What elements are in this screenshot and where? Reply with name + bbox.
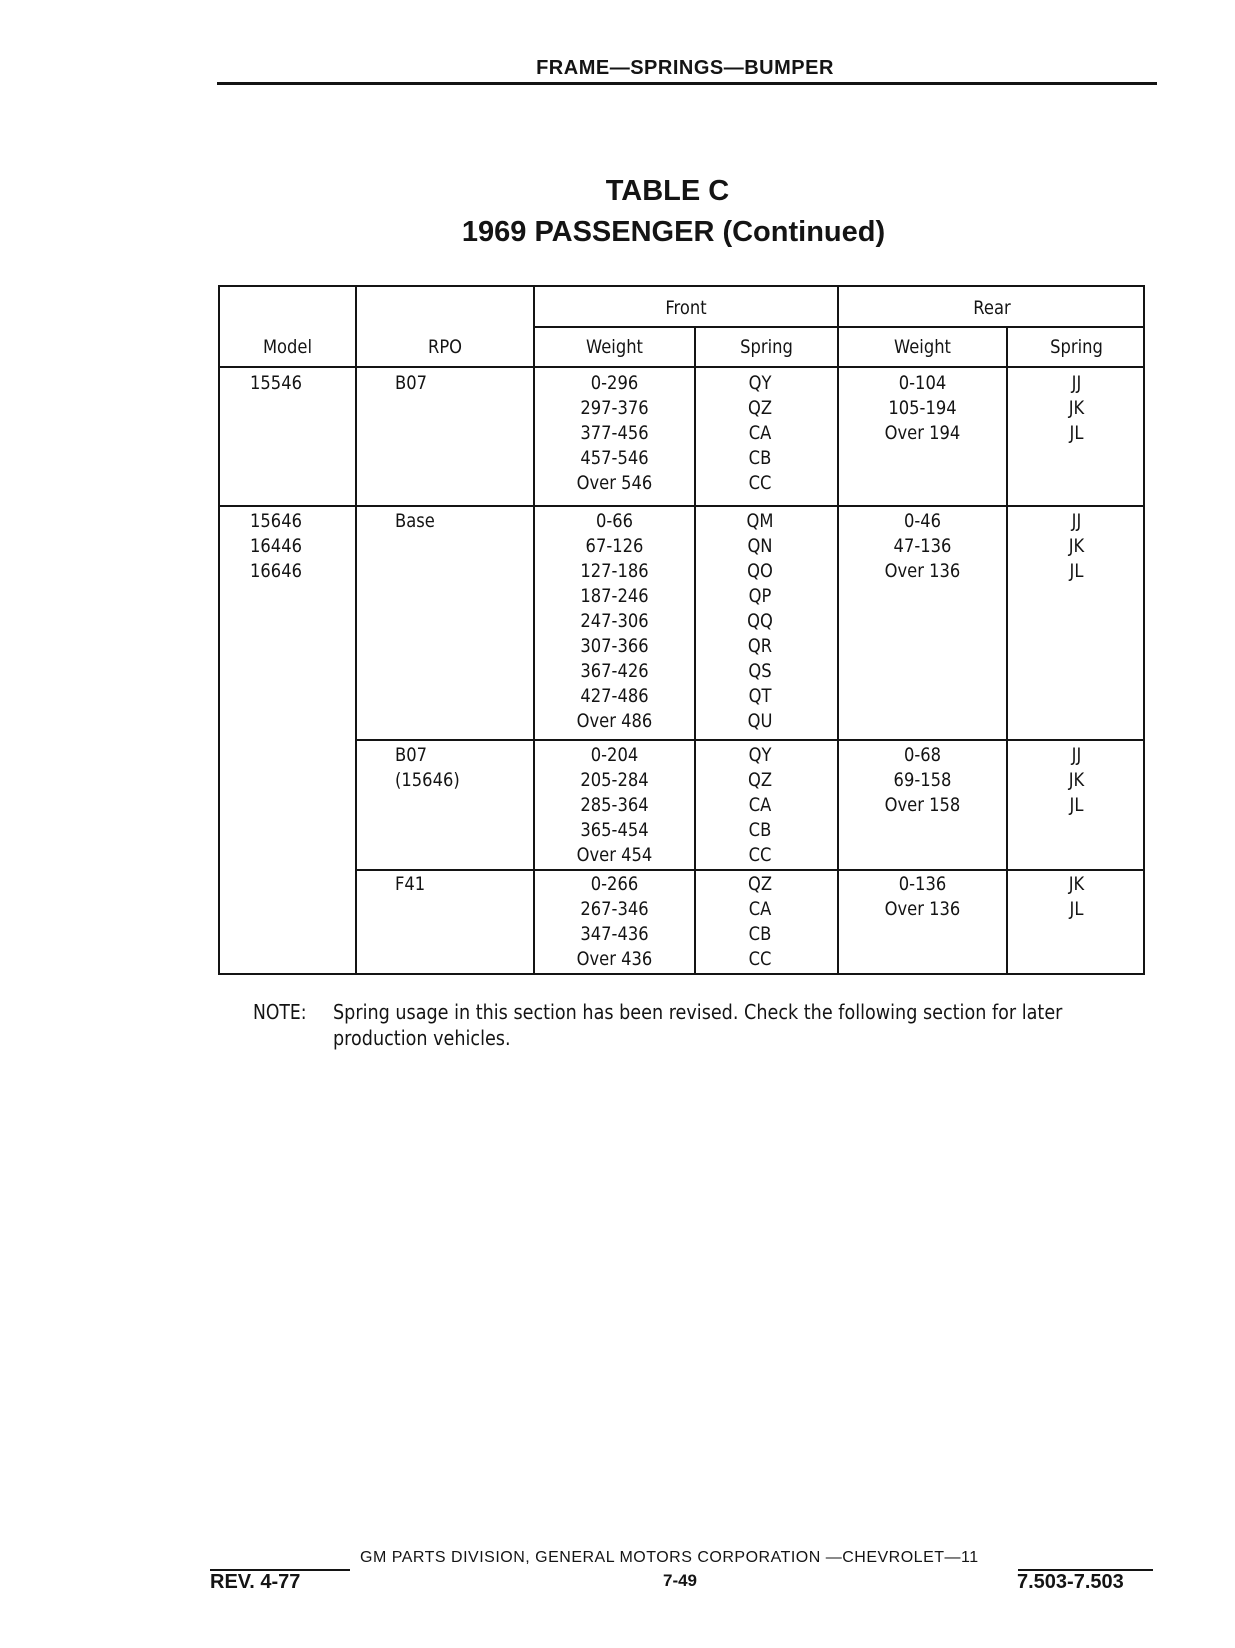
- header-rule: [220, 366, 1145, 368]
- table-value: Over 194: [884, 422, 961, 444]
- table-value: 205-284: [580, 769, 649, 791]
- table-value: JL: [1069, 422, 1084, 444]
- note-text: Spring usage in this section has been revised. Check the following section for later production vehicles.: [333, 1000, 1063, 1050]
- table-value: 0-136: [898, 873, 947, 895]
- table-value: CA: [748, 898, 772, 920]
- table-value: JL: [1069, 560, 1084, 582]
- table-value: 15646: [250, 510, 302, 532]
- table-value: Base: [395, 510, 435, 532]
- table-value: 377-456: [580, 422, 649, 444]
- table-value: CB: [748, 447, 772, 469]
- block-rule: [355, 739, 1145, 741]
- table-value: JK: [1068, 535, 1085, 557]
- rear-spring-cell: [1008, 872, 1145, 922]
- table-value: 16446: [250, 535, 302, 557]
- front-spring-cell: [696, 872, 824, 972]
- table-value: Over 136: [884, 560, 961, 582]
- table-value: 16646: [250, 560, 302, 582]
- rear-group-header: Rear: [973, 297, 1011, 319]
- table-value: CA: [748, 794, 772, 816]
- table-value: QZ: [747, 397, 773, 419]
- table-value: 427-486: [580, 685, 649, 707]
- front-weight-cell: [535, 743, 694, 868]
- page-number: 7-49: [662, 1571, 698, 1590]
- section-number: 7.503-7.503: [1017, 1571, 1124, 1593]
- section-header: FRAME—SPRINGS—BUMPER: [536, 57, 834, 79]
- front-weight-cell: [535, 872, 694, 972]
- table-value: QZ: [747, 769, 773, 791]
- rear-weight-cell: [839, 872, 1006, 922]
- rear-weight-cell: [839, 743, 1006, 818]
- rear-weight-column-header: Weight: [894, 336, 951, 358]
- group-header-rule: [533, 326, 1145, 328]
- table-value: 0-104: [898, 372, 947, 394]
- table-value: QM: [746, 510, 774, 532]
- table-value: 307-366: [580, 635, 649, 657]
- table-value: 0-296: [590, 372, 639, 394]
- front-spring-cell: [696, 509, 824, 734]
- model-cell: [250, 371, 330, 396]
- footer-corporation: GM PARTS DIVISION, GENERAL MOTORS CORPORATION —CHEVROLET—11: [360, 1549, 979, 1566]
- table-value: QT: [748, 685, 772, 707]
- table-value: 267-346: [580, 898, 649, 920]
- table-value: F41: [395, 873, 426, 895]
- table-value: 457-546: [580, 447, 649, 469]
- rear-spring-column-header: Spring: [1050, 336, 1103, 358]
- table-value: JJ: [1071, 510, 1082, 532]
- note-label: NOTE:: [253, 1000, 307, 1024]
- table-value: JL: [1069, 794, 1084, 816]
- model-column-header: Model: [262, 336, 313, 358]
- table-value: 367-426: [580, 660, 649, 682]
- front-weight-cell: [535, 509, 694, 734]
- rpo-cell: [395, 743, 515, 793]
- table-value: 69-158: [893, 769, 952, 791]
- table-value: QY: [748, 372, 772, 394]
- block-rule: [220, 505, 1145, 507]
- table-value: Over 136: [884, 898, 961, 920]
- table-value: QR: [747, 635, 773, 657]
- table-value: CC: [748, 844, 772, 866]
- front-spring-cell: [696, 743, 824, 868]
- table-value: 0-46: [903, 510, 942, 532]
- table-value: JJ: [1071, 744, 1082, 766]
- table-subtitle: 1969 PASSENGER (Continued): [461, 216, 886, 248]
- table-value: QO: [747, 560, 773, 582]
- rear-weight-cell: [839, 509, 1006, 584]
- table-value: 67-126: [585, 535, 644, 557]
- table-value: 347-436: [580, 923, 649, 945]
- table-value: 187-246: [580, 585, 649, 607]
- table-value: JK: [1068, 769, 1085, 791]
- table-value: Over 486: [576, 710, 653, 732]
- table-value: JL: [1069, 898, 1084, 920]
- table-value: 247-306: [580, 610, 649, 632]
- table-value: 105-194: [888, 397, 957, 419]
- table-value: (15646): [395, 769, 460, 791]
- revision-date: REV. 4-77: [210, 1571, 301, 1593]
- front-group-header: Front: [665, 297, 707, 319]
- table-value: 0-204: [590, 744, 639, 766]
- front-weight-column-header: Weight: [586, 336, 643, 358]
- rpo-cell: [395, 872, 515, 897]
- table-value: Over 546: [576, 472, 653, 494]
- table-value: 127-186: [580, 560, 649, 582]
- table-title: TABLE C: [605, 175, 730, 207]
- table-value: QY: [748, 744, 772, 766]
- spring-table: [218, 285, 1145, 975]
- table-value: CB: [748, 923, 772, 945]
- table-value: 285-364: [580, 794, 649, 816]
- table-value: Over 454: [576, 844, 653, 866]
- table-value: CB: [748, 819, 772, 841]
- table-value: CC: [748, 472, 772, 494]
- table-value: QU: [747, 710, 773, 732]
- table-value: 0-66: [595, 510, 634, 532]
- table-value: CA: [748, 422, 772, 444]
- front-spring-column-header: Spring: [740, 336, 793, 358]
- table-value: Over 158: [884, 794, 961, 816]
- table-value: JK: [1068, 397, 1085, 419]
- rpo-cell: [395, 371, 515, 396]
- table-value: 0-68: [903, 744, 942, 766]
- table-value: 47-136: [893, 535, 952, 557]
- front-spring-cell: [696, 371, 824, 496]
- table-value: 365-454: [580, 819, 649, 841]
- table-value: B07: [395, 744, 428, 766]
- table-value: QS: [748, 660, 772, 682]
- table-value: CC: [748, 948, 772, 970]
- rpo-cell: [395, 509, 515, 534]
- table-value: B07: [395, 372, 428, 394]
- rear-weight-cell: [839, 371, 1006, 446]
- rear-spring-cell: [1008, 509, 1145, 584]
- table-value: QN: [747, 535, 773, 557]
- table-value: QQ: [747, 610, 773, 632]
- table-value: 15546: [250, 372, 302, 394]
- table-value: QZ: [747, 873, 773, 895]
- header-rule: [217, 82, 1157, 85]
- block-rule: [355, 869, 1145, 871]
- table-value: Over 436: [576, 948, 653, 970]
- rear-spring-cell: [1008, 371, 1145, 446]
- table-value: JK: [1068, 873, 1085, 895]
- rear-spring-cell: [1008, 743, 1145, 818]
- table-value: QP: [748, 585, 772, 607]
- model-cell: [250, 509, 330, 584]
- table-value: 297-376: [580, 397, 649, 419]
- table-value: JJ: [1071, 372, 1082, 394]
- rpo-column-header: RPO: [427, 336, 463, 358]
- front-weight-cell: [535, 371, 694, 496]
- table-value: 0-266: [590, 873, 639, 895]
